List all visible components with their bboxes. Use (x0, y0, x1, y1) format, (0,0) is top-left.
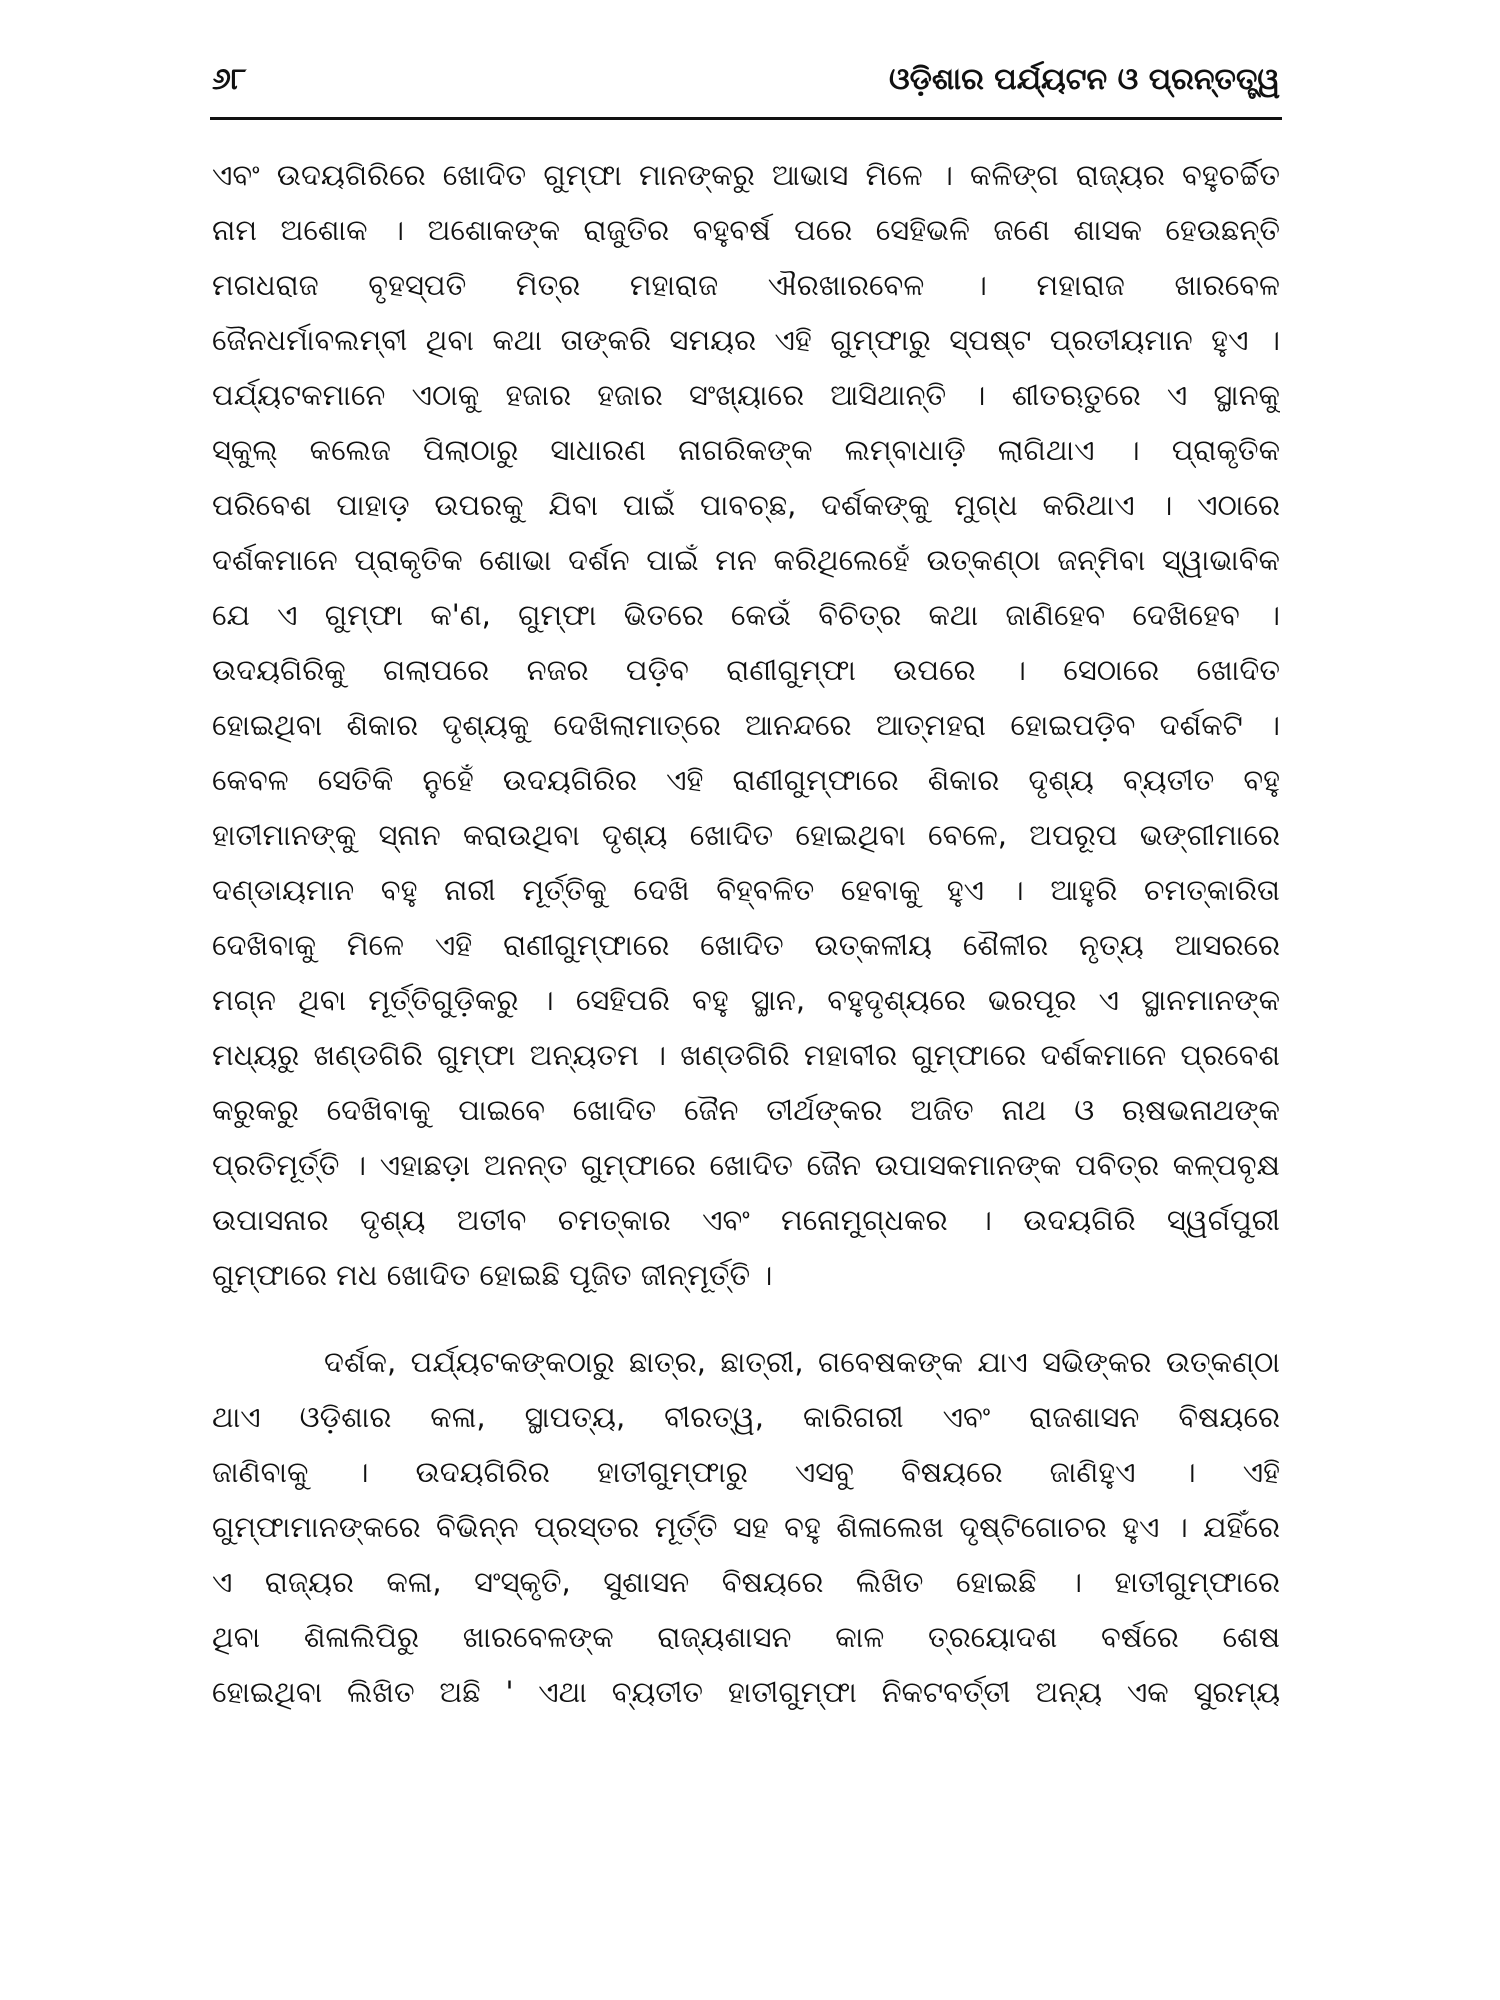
text-line: କେବଳ ସେତିକି ନୁହେଁ ଉଦୟଗିରିର ଏହି ରାଣୀଗୁମ୍ଫାରେ ଶିକାର ଦୃଶ୍ୟ ବ୍ୟତୀତ ବହୁ (212, 763, 1280, 797)
text-line: ଥାଏ ଓଡ଼ିଶାର କଳା, ସ୍ଥାପତ୍ୟ, ବୀରତ୍ୱ, କାରିଗରୀ ଏବଂ ରାଜଶାସନ ବିଷୟରେ (212, 1400, 1280, 1434)
text-line: ଦର୍ଶକମାନେ ପ୍ରାକୃତିକ ଶୋଭା ଦର୍ଶନ ପାଇଁ ମନ କରିଥିଲେହେଁ ଉତ୍କଣ୍ଠା ଜନ୍ମିବା ସ୍ୱାଭାବିକ (212, 543, 1280, 577)
text-line: ଉପାସନାର ଦୃଶ୍ୟ ଅତୀବ ଚମତ୍କାର ଏବଂ ମନୋମୁଗ୍ଧକର । ଉଦୟଗିରି ସ୍ୱର୍ଗପୁରୀ (212, 1203, 1280, 1237)
text-line: ହାତୀମାନଙ୍କୁ ସ୍ନାନ କରାଉଥିବା ଦୃଶ୍ୟ ଖୋଦିତ ହୋଇଥିବା ବେଳେ, ଅପରୂପ ଭଙ୍ଗୀମାରେ (212, 818, 1280, 852)
text-line: ଗୁମ୍ଫାମାନଙ୍କରେ ବିଭିନ୍ନ ପ୍ରସ୍ତର ମୂର୍ତ୍ତି ସହ ବହୁ ଶିଳାଲେଖ ଦୃଷ୍ଟିଗୋଚର ହୁଏ । ଯହିଁରେ (212, 1510, 1280, 1544)
text-line: ଦଣ୍ଡାୟମାନ ବହୁ ନାରୀ ମୂର୍ତ୍ତିକୁ ଦେଖି ବିହ୍ବଳିତ ହେବାକୁ ହୁଏ । ଆହୁରି ଚମତ୍କାରିତା (212, 873, 1280, 907)
text-line: ସ୍କୁଲ୍ କଲେଜ ପିଲାଠାରୁ ସାଧାରଣ ନାଗରିକଙ୍କ ଲମ୍ବାଧାଡ଼ି ଲାଗିଥାଏ । ପ୍ରାକୃତିକ (212, 433, 1280, 467)
text-line: ଦର୍ଶକ, ପର୍ଯ୍ୟଟକଙ୍କଠାରୁ ଛାତ୍ର, ଛାତ୍ରୀ, ଗବେଷକଙ୍କ ଯାଏ ସଭିଙ୍କର ଉତ୍କଣ୍ଠା (324, 1345, 1280, 1379)
text-line: ମଗଧରାଜ ବୃହସ୍ପତି ମିତ୍ର ମହାରାଜ ଐରଖାରବେଳ । ମହାରାଜ ଖାରବେଳ (212, 268, 1280, 302)
paragraph-2 (212, 1335, 1280, 1720)
text-line: ହୋଇଥିବା ଶିକାର ଦୃଶ୍ୟକୁ ଦେଖିଲାମାତ୍ରେ ଆନନ୍ଦରେ ଆତ୍ମହରା ହୋଇପଡ଼ିବ ଦର୍ଶକଟି । (212, 708, 1280, 742)
text-line: ପ୍ରତିମୂର୍ତ୍ତି । ଏହାଛଡ଼ା ଅନନ୍ତ ଗୁମ୍ଫାରେ ଖୋଦିତ ଜୈନ ଉପାସକମାନଙ୍କ ପବିତ୍ର କଳ୍ପବୃକ୍ଷ (212, 1148, 1280, 1182)
text-line: ଜାଣିବାକୁ । ଉଦୟଗିରିର ହାତୀଗୁମ୍ଫାରୁ ଏସବୁ ବିଷୟରେ ଜାଣିହୁଏ । ଏହି (212, 1455, 1280, 1489)
text-line: ପରିବେଶ ପାହାଡ଼ ଉପରକୁ ଯିବା ପାଇଁ ପାବଚ୍ଛ, ଦର୍ଶକଙ୍କୁ ମୁଗ୍ଧ କରିଥାଏ । ଏଠାରେ (212, 488, 1280, 522)
paragraph-gap (212, 1303, 1280, 1335)
text-line: ମଗ୍ନ ଥିବା ମୂର୍ତ୍ତିଗୁଡ଼ିକରୁ । ସେହିପରି ବହୁ ସ୍ଥାନ, ବହୁଦୃଶ୍ୟରେ ଭରପୂର ଏ ସ୍ଥାନମାନଙ୍କ (212, 983, 1280, 1017)
text-line: ଦେଖିବାକୁ ମିଳେ ଏହି ରାଣୀଗୁମ୍ଫାରେ ଖୋଦିତ ଉତ୍କଳୀୟ ଶୈଳୀର ନୃତ୍ୟ ଆସରରେ (212, 928, 1280, 962)
paragraph-1 (212, 148, 1280, 1303)
text-line: ଗୁମ୍ଫାରେ ମଧ ଖୋଦିତ ହୋଇଛି ପୂଜିତ ଜୀନ୍‌ମୂର୍ତ୍ତି । (212, 1258, 773, 1292)
page-header (212, 58, 1280, 118)
running-title: ଓଡ଼ିଶାର ପର୍ଯ୍ୟଟନ ଓ ପ୍ରନ୍ତତ୍ତ୍ୱ (889, 62, 1280, 97)
text-line: ଏବଂ ଉଦୟଗିରିରେ ଖୋଦିତ ଗୁମ୍ଫା ମାନଙ୍କରୁ ଆଭାସ ମିଳେ । କଳିଙ୍ଗ ରାଜ୍ୟର ବହୁଚର୍ଚ୍ଚିତ (212, 158, 1280, 192)
text-line: ଯେ ଏ ଗୁମ୍ଫା କ'ଣ, ଗୁମ୍ଫା ଭିତରେ କେଉଁ ବିଚିତ୍ର କଥା ଜାଣିହେବ ଦେଖିହେବ । (212, 598, 1280, 632)
text-line: ଜୈନଧର୍ମାବଲମ୍ବୀ ଥିବା କଥା ତାଙ୍କରି ସମୟର ଏହି ଗୁମ୍ଫାରୁ ସ୍ପଷ୍ଟ ପ୍ରତୀୟମାନ ହୁଏ । (212, 323, 1280, 357)
text-line: କରୁକରୁ ଦେଖିବାକୁ ପାଇବେ ଖୋଦିତ ଜୈନ ତୀର୍ଥଙ୍କର ଅଜିତ ନାଥ ଓ ଋଷଭନାଥଙ୍କ (212, 1093, 1280, 1127)
header-rule (210, 117, 1282, 120)
text-line: ହୋଇଥିବା ଲିଖିତ ଅଛି ' ଏଥା ବ୍ୟତୀତ ହାତୀଗୁମ୍ଫା ନିକଟବର୍ତ୍ତୀ ଅନ୍ୟ ଏକ ସୁରମ୍ୟ (212, 1675, 1280, 1709)
text-line: ନାମ ଅଶୋକ । ଅଶୋକଙ୍କ ରାଜୁତିର ବହୁବର୍ଷ ପରେ ସେହିଭଳି ଜଣେ ଶାସକ ହେଉଛନ୍ତି (212, 213, 1280, 247)
text-line: ଏ ରାଜ୍ୟର କଳା, ସଂସ୍କୃତି, ସୁଶାସନ ବିଷୟରେ ଲିଖିତ ହୋଇଛି । ହାତୀଗୁମ୍ଫାରେ (212, 1565, 1280, 1599)
page-number: ୬୮ (212, 62, 247, 97)
body-text (212, 148, 1280, 1720)
text-line: ପର୍ଯ୍ୟଟକମାନେ ଏଠାକୁ ହଜାର ହଜାର ସଂଖ୍ୟାରେ ଆସିଥାନ୍ତି । ଶୀତଋତୁରେ ଏ ସ୍ଥାନକୁ (212, 378, 1280, 412)
text-line: ଉଦୟଗିରିକୁ ଗଲାପରେ ନଜର ପଡ଼ିବ ରାଣୀଗୁମ୍ଫା ଉପରେ । ସେଠାରେ ଖୋଦିତ (212, 653, 1280, 687)
text-line: ମଧ୍ୟରୁ ଖଣ୍ଡଗିରି ଗୁମ୍ଫା ଅନ୍ୟତମ । ଖଣ୍ଡଗିରି ମହାବୀର ଗୁମ୍ଫାରେ ଦର୍ଶକମାନେ ପ୍ରବେଶ (212, 1038, 1280, 1072)
text-line: ଥିବା ଶିଳାଲିପିରୁ ଖାରବେଳଙ୍କ ରାଜ୍ୟଶାସନ କାଳ ତ୍ରୟୋଦଶ ବର୍ଷରେ ଶେଷ (212, 1620, 1280, 1654)
